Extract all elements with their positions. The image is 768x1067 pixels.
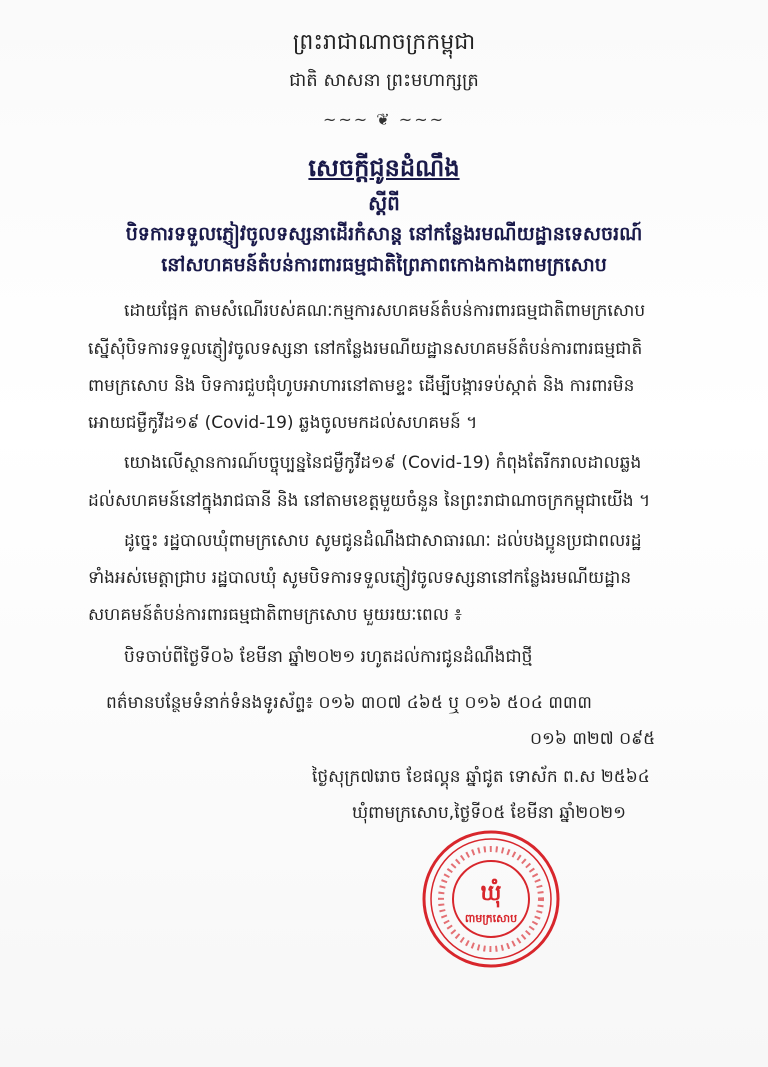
contact-phone-line-2: ០១៦ ៣២៧ ០៩៥ xyxy=(530,729,656,749)
paragraph-1-line-2: ស្នើសុំបិទការទទួលភ្ញៀវចូលទស្សនា នៅកន្លែងរមណីយដ្ឋានសហគមន៍តំបន់ការពារធម្មជាតិ xyxy=(88,339,643,359)
paragraph-2-line-2: ដល់សហគមន៍នៅក្នុងរាជធានី និង នៅតាមខេត្តមួយចំនួន នៃព្រះរាជាណាចក្រកម្ពុជាយើង ។ xyxy=(88,491,651,511)
national-motto: ជាតិ សាសនា ព្រះមហាក្សត្រ xyxy=(289,70,479,91)
document-about-label: ស្តីពី xyxy=(368,191,400,215)
ornament-divider: ~~~ ❦ ~~~ xyxy=(322,110,445,129)
kingdom-heading: ព្រះរាជាណាចក្រកម្ពុជា xyxy=(292,30,476,55)
paragraph-1-line-4: អោយជម្ងឺកូវីដ១៩ (Covid-19) ឆ្លងចូលមកដល់សហគមន៍ ។ xyxy=(88,413,478,433)
subject-line-2: នៅសហគមន៍តំបន់ការពារធម្មជាតិព្រៃភាពកោងកាងពាមក្រសោប xyxy=(161,254,607,276)
paragraph-3-line-2: ទាំងអស់មេត្តាជ្រាប រដ្ឋបាលឃុំ សូមបិទការទទួលភ្ញៀវចូលទស្សនានៅកន្លែងរមណីយដ្ឋាន xyxy=(88,568,632,588)
subject-line-1: បិទការទទួលភ្ញៀវចូលទស្សនាដើរកំសាន្ត នៅកន្លែងរមណីយដ្ឋានទេសចរណ៍ xyxy=(125,223,643,245)
paragraph-3-line-1: ដូច្នេះ រដ្ឋបាលឃុំពាមក្រសោប សូមជូនដំណឹងជាសាធារណៈ ដល់បងប្អូនប្រជាពលរដ្ឋ xyxy=(124,531,642,551)
stamp-bottom-text: ពាមក្រសោប xyxy=(464,912,518,925)
paragraph-2-line-1: យោងលើស្ថានការណ៍បច្ចុប្បន្ននៃជម្ងឺកូវីដ១៩ (Covid-19) កំពុងតែរីករាលដាលឆ្លង xyxy=(124,453,642,473)
paragraph-3-line-3: សហគមន៍តំបន់ការពារធម្មជាតិពាមក្រសោប មួយរយៈពេល ៖ xyxy=(88,605,462,625)
paragraph-1-line-1: ដោយផ្អែក តាមសំណើរបស់គណៈកម្មការសហគមន៍តំបន់ការពារធម្មជាតិពាមក្រសោប xyxy=(124,301,646,321)
lunar-date: ថ្ងៃសុក្រ៧រោច ខែផល្គុន ឆ្នាំជូត ទោស័ក ព.ស ២៥៦៤ xyxy=(312,767,650,787)
document-title: សេចក្តីជូនដំណឹង xyxy=(308,154,460,182)
contact-phone-line-1: ពត៌មានបន្ថែមទំនាក់ទំនងទូរស័ព្ទ៖ ០១៦ ៣០៧ ៤៦៥ ឬ ០១៦ ៥០៤ ៣៣៣ xyxy=(106,693,592,713)
paragraph-1-line-3: ពាមក្រសោប និង បិទការជួបជុំហូបអាហារនៅតាមខ្ទះ ដើម្បីបង្ការទប់ស្កាត់ និង ការពារមិន xyxy=(88,376,635,396)
solar-date-place: ឃុំពាមក្រសោប,ថ្ងៃទី០៥ ខែមីនា ឆ្នាំ២០២១ xyxy=(352,803,627,823)
closing-date-line: បិទចាប់ពីថ្ងៃទី០៦ ខែមីនា ឆ្នាំ២០២១ រហូតដល់ការជូនដំណឹងជាថ្មី xyxy=(124,647,533,667)
official-seal-stamp xyxy=(420,828,562,970)
stamp-center-text: ឃុំ xyxy=(480,881,502,906)
